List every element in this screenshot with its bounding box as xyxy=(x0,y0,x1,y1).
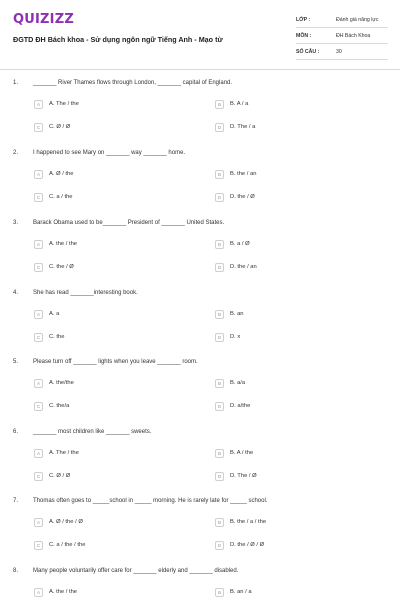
option-d[interactable] xyxy=(215,539,264,551)
question-number: 5. xyxy=(13,359,19,365)
option-b[interactable] xyxy=(215,98,248,110)
option-text: C. a / the xyxy=(49,194,73,200)
meta-key: SỐ CÂU : xyxy=(296,48,320,55)
option-text: B. a/a xyxy=(230,380,246,386)
option-d[interactable] xyxy=(215,470,257,482)
option-letter-box: A xyxy=(34,310,43,319)
option-d[interactable] xyxy=(215,191,255,203)
option-letter-box: B xyxy=(215,100,224,109)
question-text: Barack Obama used to be_______ President of _______ United States. xyxy=(33,220,225,226)
option-b[interactable] xyxy=(215,238,250,250)
option-letter-box: D xyxy=(215,193,224,202)
option-a[interactable] xyxy=(34,308,59,320)
question-number: 3. xyxy=(13,220,19,226)
option-letter-box: B xyxy=(215,310,224,319)
option-text: C. the / Ø xyxy=(49,264,74,270)
option-text: D. a/the xyxy=(230,403,251,409)
option-b[interactable] xyxy=(215,586,252,598)
option-text: A. a xyxy=(49,311,60,317)
option-text: C. Ø / Ø xyxy=(49,473,71,479)
option-text: B. an / a xyxy=(230,589,252,595)
option-text: C. the/a xyxy=(49,403,70,409)
option-text: D. the / Ø / Ø xyxy=(230,542,265,548)
question-text: Thomas often goes to _____school in _____ morning. He is rarely late for _____ school. xyxy=(33,498,268,504)
option-text: A. Ø / the / Ø xyxy=(49,519,83,525)
question-number: 4. xyxy=(13,290,19,296)
question-text: _______ River Thames flows through London, _______ capital of England. xyxy=(33,80,233,86)
option-letter-box: C xyxy=(34,333,43,342)
option-text: D. x xyxy=(230,334,241,340)
meta-value: Đánh giá năng lực xyxy=(336,16,379,23)
option-d[interactable] xyxy=(215,121,255,133)
question-text: She has read _______interesting book. xyxy=(33,290,138,296)
meta-row-subject xyxy=(296,28,388,44)
question-text: _______ most children like _______ sweets. xyxy=(33,429,152,435)
meta-row-class xyxy=(296,12,388,28)
option-letter-box: B xyxy=(215,518,224,527)
option-text: B. A / the xyxy=(230,450,254,456)
option-c[interactable] xyxy=(34,191,73,203)
option-letter-box: A xyxy=(34,100,43,109)
option-letter-box: A xyxy=(34,518,43,527)
option-letter-box: C xyxy=(34,541,43,550)
option-letter-box: C xyxy=(34,402,43,411)
option-text: D. The / a xyxy=(230,124,256,130)
option-text: A. The / the xyxy=(49,450,79,456)
option-text: D. The / Ø xyxy=(230,473,257,479)
option-letter-box: D xyxy=(215,263,224,272)
option-letter-box: B xyxy=(215,170,224,179)
question-text: Please turn off _______ lights when you leave _______ room. xyxy=(33,359,198,365)
option-a[interactable] xyxy=(34,98,79,110)
option-a[interactable] xyxy=(34,586,77,598)
option-a[interactable] xyxy=(34,238,77,250)
option-d[interactable] xyxy=(215,331,240,343)
option-text: D. the / an xyxy=(230,264,257,270)
option-letter-box: C xyxy=(34,123,43,132)
option-c[interactable] xyxy=(34,539,85,551)
option-text: A. The / the xyxy=(49,101,79,107)
option-d[interactable] xyxy=(215,400,250,412)
option-c[interactable] xyxy=(34,470,70,482)
worksheet-meta xyxy=(296,12,388,60)
option-c[interactable] xyxy=(34,400,69,412)
option-letter-box: A xyxy=(34,588,43,597)
meta-value: 30 xyxy=(336,48,342,55)
option-b[interactable] xyxy=(215,377,245,389)
option-d[interactable] xyxy=(215,261,257,273)
option-b[interactable] xyxy=(215,516,266,528)
worksheet-title: ĐGTD ĐH Bách khoa - Sử dụng ngôn ngữ Tiếng Anh - Mạo từ xyxy=(13,35,223,44)
question-number: 7. xyxy=(13,498,19,504)
option-letter-box: C xyxy=(34,263,43,272)
option-letter-box: D xyxy=(215,123,224,132)
option-letter-box: D xyxy=(215,402,224,411)
option-b[interactable] xyxy=(215,308,244,320)
option-text: B. a / Ø xyxy=(230,241,250,247)
option-letter-box: C xyxy=(34,472,43,481)
option-letter-box: B xyxy=(215,588,224,597)
option-text: C. Ø / Ø xyxy=(49,124,71,130)
meta-key: MÔN : xyxy=(296,32,312,39)
option-letter-box: D xyxy=(215,541,224,550)
option-letter-box: A xyxy=(34,170,43,179)
question-number: 2. xyxy=(13,150,19,156)
option-letter-box: A xyxy=(34,379,43,388)
option-text: A. the/the xyxy=(49,380,74,386)
worksheet-header xyxy=(0,0,400,70)
option-a[interactable] xyxy=(34,168,74,180)
question-number: 1. xyxy=(13,80,19,86)
question-text: I happened to see Mary on _______ way _______ home. xyxy=(33,150,186,156)
question-number: 8. xyxy=(13,568,19,574)
option-text: C. a / the / the xyxy=(49,542,86,548)
option-c[interactable] xyxy=(34,121,70,133)
option-text: B. A / a xyxy=(230,101,249,107)
option-text: B. the / an xyxy=(230,171,257,177)
meta-row-count xyxy=(296,44,388,60)
question-text: Many people voluntarily offer care for _______ elderly and _______ disabled. xyxy=(33,568,239,574)
option-a[interactable] xyxy=(34,377,74,389)
option-letter-box: B xyxy=(215,379,224,388)
question-number: 6. xyxy=(13,429,19,435)
quizizz-logo: QUIZIZZ xyxy=(13,12,74,27)
option-a[interactable] xyxy=(34,516,83,528)
option-letter-box: D xyxy=(215,333,224,342)
option-a[interactable] xyxy=(34,447,79,459)
option-letter-box: B xyxy=(215,240,224,249)
option-letter-box: A xyxy=(34,240,43,249)
meta-key: LỚP : xyxy=(296,16,311,23)
option-text: D. the / Ø xyxy=(230,194,255,200)
option-text: C. the xyxy=(49,334,65,340)
option-b[interactable] xyxy=(215,447,253,459)
option-text: B. the / a / the xyxy=(230,519,267,525)
option-text: A. Ø / the xyxy=(49,171,74,177)
option-text: A. the / the xyxy=(49,241,78,247)
option-b[interactable] xyxy=(215,168,256,180)
option-text: B. an xyxy=(230,311,244,317)
option-letter-box: C xyxy=(34,193,43,202)
option-c[interactable] xyxy=(34,261,74,273)
option-letter-box: D xyxy=(215,472,224,481)
meta-value: ĐH Bách Khoa xyxy=(336,32,371,39)
option-letter-box: B xyxy=(215,449,224,458)
option-letter-box: A xyxy=(34,449,43,458)
option-c[interactable] xyxy=(34,331,64,343)
option-text: A. the / the xyxy=(49,589,78,595)
